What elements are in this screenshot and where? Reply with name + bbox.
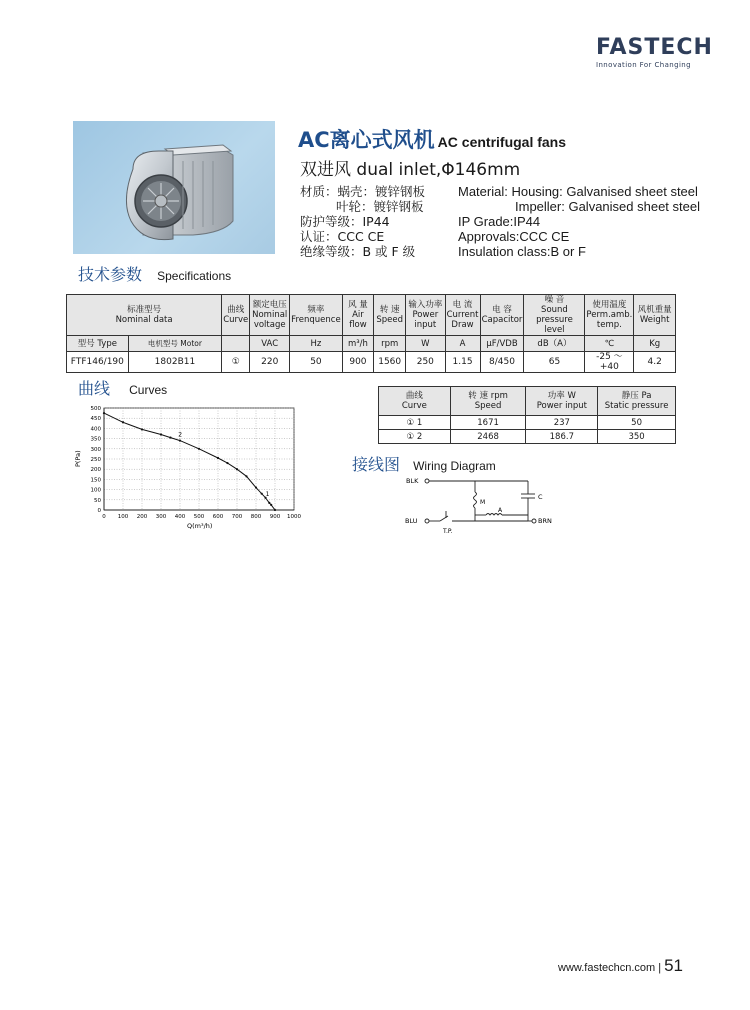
header-airflow-en: Air flow (349, 310, 367, 330)
curve-header-speed-en: Speed (474, 401, 502, 411)
header-noise-cn: 噪 音 (544, 295, 565, 305)
y-tick-label: 0 (97, 508, 101, 514)
data-point (198, 448, 200, 450)
y-tick-label: 100 (90, 487, 101, 494)
wiring-diagram (400, 474, 570, 540)
data-point (141, 428, 143, 430)
spec-cn-impeller: 叶轮：镀锌钢板 (336, 199, 424, 214)
cell-airflow: 900 (342, 352, 374, 373)
header-current-cn: 电 流 (452, 300, 473, 310)
curve-point-label: 1 (265, 490, 270, 498)
cell-temperature: -25 ～ +40 (585, 352, 634, 373)
spec-en-material: Material: Housing: Galvanised sheet steel (458, 184, 698, 199)
y-tick-label: 450 (90, 416, 101, 423)
x-tick-label: 0 (102, 514, 106, 520)
header-curve-en: Curve (223, 315, 249, 325)
unit-voltage: VAC (250, 336, 290, 352)
thermal-protector-label: T.P. (443, 528, 453, 535)
header-temperature-cn: 使用温度 (592, 300, 627, 310)
header-voltage-cn: 额定电压 (252, 300, 287, 310)
header-nominal-en: Nominal data (115, 315, 173, 325)
cell-frequency: 50 (290, 352, 343, 373)
header-noise (524, 295, 585, 336)
data-point (122, 421, 124, 423)
cell-current: 1.15 (445, 352, 480, 373)
unit-curve (222, 336, 250, 352)
x-tick-label: 1000 (287, 514, 301, 520)
x-tick-label: 700 (231, 514, 243, 520)
unit-noise: dB（A） (524, 336, 585, 352)
spec-cn-material: 材质：蜗壳：镀锌钢板 (300, 184, 426, 199)
y-tick-label: 200 (90, 467, 101, 474)
curve-cell-pressure: 50 (598, 416, 676, 430)
spec-en-ip: IP Grade:IP44 (458, 214, 541, 229)
header-voltage-en1: Nominal (252, 310, 288, 320)
section-wiring-cn: 接线图 (352, 455, 401, 474)
logo-tagline: Innovation For Changing (596, 61, 691, 69)
curve-cell-curve: ① 1 (379, 416, 451, 430)
x-tick-label: 100 (117, 514, 129, 520)
cell-voltage: 220 (250, 352, 290, 373)
chart-y-label: P(Pa) (74, 450, 82, 467)
curve-cell-power: 237 (526, 416, 598, 430)
data-point (274, 509, 276, 511)
header-noise-en1: Sound pressure (536, 305, 573, 325)
header-power-en2: input (414, 320, 437, 330)
data-point (169, 436, 171, 438)
y-tick-label: 250 (90, 457, 101, 463)
data-point (268, 502, 270, 504)
section-wiring (352, 452, 496, 475)
unit-current: A (445, 336, 480, 352)
curve-header-curve-en: Curve (401, 401, 427, 411)
motor-label: M (480, 499, 486, 506)
unit-weight: Kg (634, 336, 676, 352)
curve-header-pressure (598, 387, 676, 416)
header-temperature-en2: temp. (596, 320, 622, 330)
unit-temperature: ℃ (585, 336, 634, 352)
x-tick-label: 200 (136, 514, 148, 520)
unit-power: W (406, 336, 445, 352)
curve-point-label: 2 (178, 431, 183, 439)
header-capacitor-en: Capacitor (481, 315, 523, 325)
curve-header-curve (379, 387, 451, 416)
x-tick-label: 600 (212, 514, 224, 520)
spec-en-impeller: Impeller: Galvanised sheet steel (515, 199, 700, 214)
header-speed-en: Speed (376, 315, 403, 325)
cell-type: FTF146/190 (67, 352, 129, 373)
header-nominal (67, 295, 222, 336)
data-point (217, 457, 219, 459)
header-capacitor-cn: 电 容 (492, 305, 512, 315)
header-current-en2: Draw (451, 320, 474, 330)
curve-table (378, 386, 676, 444)
spec-cn-approvals: 认证：CCC CE (300, 229, 385, 244)
product-title (298, 124, 566, 154)
page-footer (558, 956, 683, 976)
cell-curve: ① (222, 352, 250, 373)
curve-cell-power: 186.7 (526, 430, 598, 444)
x-tick-label: 800 (250, 514, 262, 520)
fan-illustration (73, 121, 275, 254)
x-tick-label: 300 (155, 514, 167, 520)
unit-frequency: Hz (290, 336, 343, 352)
header-curve (222, 295, 250, 336)
header-speed-cn: 转 速 (379, 305, 400, 315)
curve-header-pressure-en: Static pressure (604, 401, 669, 411)
data-point (245, 475, 247, 477)
x-tick-label: 400 (174, 514, 186, 520)
brand-logo (596, 35, 713, 69)
data-point (179, 440, 181, 442)
y-tick-label: 400 (90, 426, 101, 433)
x-tick-label: 900 (269, 514, 281, 520)
curve-header-curve-cn: 曲线 (405, 391, 423, 401)
spec-table (66, 294, 676, 373)
section-curves (78, 376, 167, 399)
y-tick-label: 350 (90, 436, 101, 443)
footer-url: www.fastechcn.com (558, 962, 656, 974)
curve-header-speed (450, 387, 526, 416)
cell-weight: 4.2 (634, 352, 676, 373)
curve-header-power (526, 387, 598, 416)
curve-cell-pressure: 350 (598, 430, 676, 444)
header-noise-en2: level (544, 325, 565, 335)
cell-speed: 1560 (374, 352, 406, 373)
data-point (103, 412, 105, 414)
header-temperature-en1: Perm.amb. (586, 310, 633, 320)
wire-brn-label: BRN (538, 517, 552, 525)
wire-blk-label: BLK (406, 477, 419, 485)
section-specifications-cn: 技术参数 (78, 265, 143, 284)
curve-cell-speed: 1671 (450, 416, 526, 430)
header-weight (634, 295, 676, 336)
y-tick-label: 300 (90, 446, 101, 453)
data-point (261, 493, 263, 495)
unit-capacitor: μF/VDB (480, 336, 524, 352)
curve-header-power-en: Power input (536, 401, 587, 411)
section-specifications-en: Specifications (157, 269, 232, 283)
logo-name: FASTECH (596, 35, 713, 60)
header-current-en1: Current (446, 310, 479, 320)
curve-header-speed-cn: 转 速 rpm (468, 391, 508, 401)
header-voltage-en2: voltage (253, 320, 286, 330)
section-curves-en: Curves (129, 383, 168, 397)
section-specifications (78, 262, 231, 285)
header-curve-cn: 曲线 (227, 305, 245, 315)
header-airflow (342, 295, 374, 336)
title-english: AC centrifugal fans (437, 134, 567, 150)
header-frequency (290, 295, 343, 336)
data-point (255, 486, 257, 488)
header-power-cn: 输入功率 (408, 300, 443, 310)
cell-noise: 65 (524, 352, 585, 373)
product-subtitle: 双进风 dual inlet,Φ146mm (300, 160, 521, 180)
y-tick-label: 500 (90, 406, 101, 412)
header-current (445, 295, 480, 336)
wire-blu-label: BLU (405, 517, 418, 525)
cell-capacitor: 8/450 (480, 352, 524, 373)
header-speed (374, 295, 406, 336)
cell-power: 250 (406, 352, 445, 373)
coil-a-label: A (498, 507, 503, 514)
unit-type: 型号 Type (67, 336, 129, 352)
data-point (160, 433, 162, 435)
table-row (67, 352, 676, 373)
product-photo (73, 121, 275, 254)
header-frequency-cn: 频率 (307, 305, 325, 315)
section-wiring-en: Wiring Diagram (413, 459, 496, 473)
header-nominal-cn: 标准型号 (127, 305, 162, 315)
curve-cell-speed: 2468 (450, 430, 526, 444)
header-airflow-cn: 风 量 (348, 300, 368, 310)
data-point (226, 462, 228, 464)
cell-motor: 1802B11 (128, 352, 221, 373)
spec-en-approvals: Approvals:CCC CE (458, 229, 570, 244)
y-tick-label: 150 (90, 477, 101, 484)
header-weight-en: Weight (639, 315, 670, 325)
curve-cell-curve: ① 2 (379, 430, 451, 444)
unit-motor: 电机型号 Motor (128, 336, 221, 352)
header-power-en1: Power (412, 310, 439, 320)
x-tick-label: 500 (193, 514, 205, 520)
title-chinese: AC离心式风机 (298, 128, 435, 152)
curve-header-power-cn: 功率 W (547, 391, 576, 401)
table-row (379, 416, 676, 430)
section-curves-cn: 曲线 (78, 379, 111, 398)
table-row (379, 430, 676, 444)
header-capacitor (480, 295, 524, 336)
header-temperature (585, 295, 634, 336)
spec-en-insulation: Insulation class:B or F (458, 244, 586, 259)
header-weight-cn: 风机重量 (637, 305, 672, 315)
unit-speed: rpm (374, 336, 406, 352)
footer-separator: | (658, 962, 662, 974)
spec-cn-ip: 防护等级：IP44 (300, 214, 390, 229)
page-number: 51 (664, 956, 683, 975)
header-voltage (250, 295, 290, 336)
spec-cn-insulation: 绝缘等级：B 或 F 级 (300, 244, 416, 259)
header-frequency-en: Frenquence (291, 315, 341, 325)
data-point (236, 468, 238, 470)
capacitor-label: C (538, 493, 543, 501)
curve-header-pressure-cn: 静压 Pa (621, 391, 652, 401)
y-tick-label: 50 (94, 497, 101, 504)
header-power (406, 295, 445, 336)
unit-airflow: m³/h (342, 336, 374, 352)
performance-chart (74, 402, 314, 542)
chart-x-label: Q(m³/h) (187, 522, 213, 530)
data-point (270, 504, 272, 506)
